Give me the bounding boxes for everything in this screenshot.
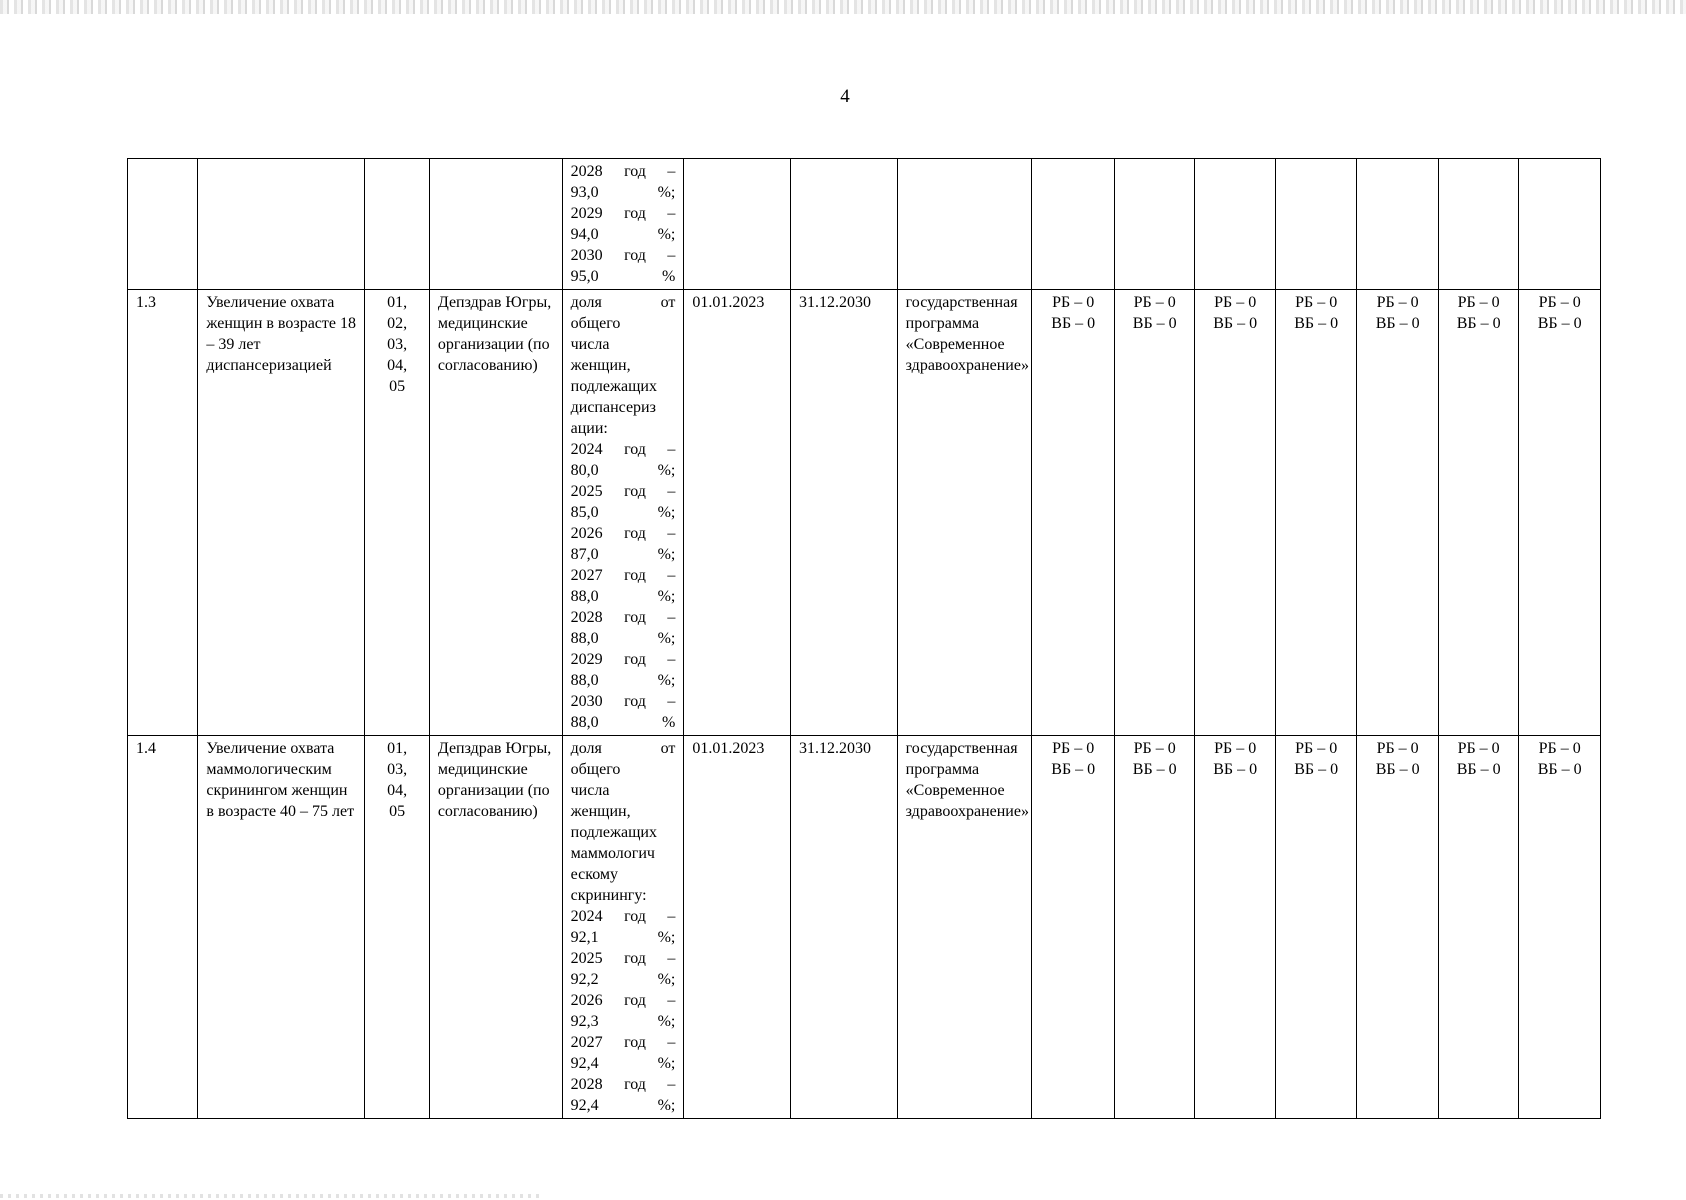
cell-funding xyxy=(1519,159,1601,290)
cell-codes: 01, 02, 03, 04, 05 xyxy=(365,290,429,736)
cell-num xyxy=(128,159,198,290)
cell-indicator: 2028 год – 93,0 %; 2029 год – 94,0 %; 2030 год – 95,0 % xyxy=(562,159,684,290)
cell-funding: РБ – 0 ВБ – 0 xyxy=(1032,736,1115,1119)
cell-funding: РБ – 0 ВБ – 0 xyxy=(1357,290,1438,736)
cell-funding xyxy=(1438,159,1518,290)
cell-indicator: доля от общего числа женщин, подлежащих маммологич ескому скринингу: 2024 год – 92,1 %; 2025 год – 92,2 %; 2026 год – 92,3 %; 2027 год – 92,4 %; 2028 год – 92,4 %; xyxy=(562,736,684,1119)
cell-name: Увеличение охвата женщин в возрасте 18 – 39 лет диспансеризацией xyxy=(198,290,365,736)
plan-table xyxy=(127,158,1601,1119)
cell-start xyxy=(684,159,791,290)
page-number: 4 xyxy=(840,86,850,107)
cell-funding xyxy=(1114,159,1194,290)
cell-num: 1.4 xyxy=(128,736,198,1119)
cell-name: Увеличение охвата маммологическим скринингом женщин в возрасте 40 – 75 лет xyxy=(198,736,365,1119)
cell-program: государственная программа «Современное здравоохранение» xyxy=(897,290,1032,736)
cell-indicator: доля от общего числа женщин, подлежащих диспансериз ации: 2024 год – 80,0 %; 2025 год – 85,0 %; 2026 год – 87,0 %; 2027 год – 88,0 %; 2028 год – 88,0 %; 2029 год – 88,0 %; 2030 год – 88,0 % xyxy=(562,290,684,736)
table-row-1-3 xyxy=(128,290,1601,736)
cell-funding: РБ – 0 ВБ – 0 xyxy=(1114,736,1194,1119)
cell-funding xyxy=(1275,159,1356,290)
cell-num: 1.3 xyxy=(128,290,198,736)
cell-funding: РБ – 0 ВБ – 0 xyxy=(1519,736,1601,1119)
cell-program: государственная программа «Современное здравоохранение» xyxy=(897,736,1032,1119)
cell-end: 31.12.2030 xyxy=(791,290,898,736)
cell-end: 31.12.2030 xyxy=(791,736,898,1119)
cell-funding: РБ – 0 ВБ – 0 xyxy=(1519,290,1601,736)
cell-start: 01.01.2023 xyxy=(684,290,791,736)
cell-funding: РБ – 0 ВБ – 0 xyxy=(1032,290,1115,736)
cell-funding: РБ – 0 ВБ – 0 xyxy=(1275,736,1356,1119)
cell-executor: Депздрав Югры, медицинские организации (по согласованию) xyxy=(429,290,562,736)
cell-end xyxy=(791,159,898,290)
cell-executor: Депздрав Югры, медицинские организации (по согласованию) xyxy=(429,736,562,1119)
cell-funding xyxy=(1357,159,1438,290)
cell-executor xyxy=(429,159,562,290)
cell-name xyxy=(198,159,365,290)
cell-funding: РБ – 0 ВБ – 0 xyxy=(1195,736,1275,1119)
scan-edge-top xyxy=(0,0,1686,14)
cell-funding xyxy=(1032,159,1115,290)
cell-codes xyxy=(365,159,429,290)
cell-program xyxy=(897,159,1032,290)
cell-funding: РБ – 0 ВБ – 0 xyxy=(1357,736,1438,1119)
table-row-continuation xyxy=(128,159,1601,290)
cell-funding: РБ – 0 ВБ – 0 xyxy=(1438,736,1518,1119)
cell-funding: РБ – 0 ВБ – 0 xyxy=(1195,290,1275,736)
cell-funding xyxy=(1195,159,1275,290)
cell-codes: 01, 03, 04, 05 xyxy=(365,736,429,1119)
cell-start: 01.01.2023 xyxy=(684,736,791,1119)
cell-funding: РБ – 0 ВБ – 0 xyxy=(1275,290,1356,736)
cell-funding: РБ – 0 ВБ – 0 xyxy=(1114,290,1194,736)
scan-edge-bottom xyxy=(0,1194,540,1198)
cell-funding: РБ – 0 ВБ – 0 xyxy=(1438,290,1518,736)
table-row-1-4 xyxy=(128,736,1601,1119)
